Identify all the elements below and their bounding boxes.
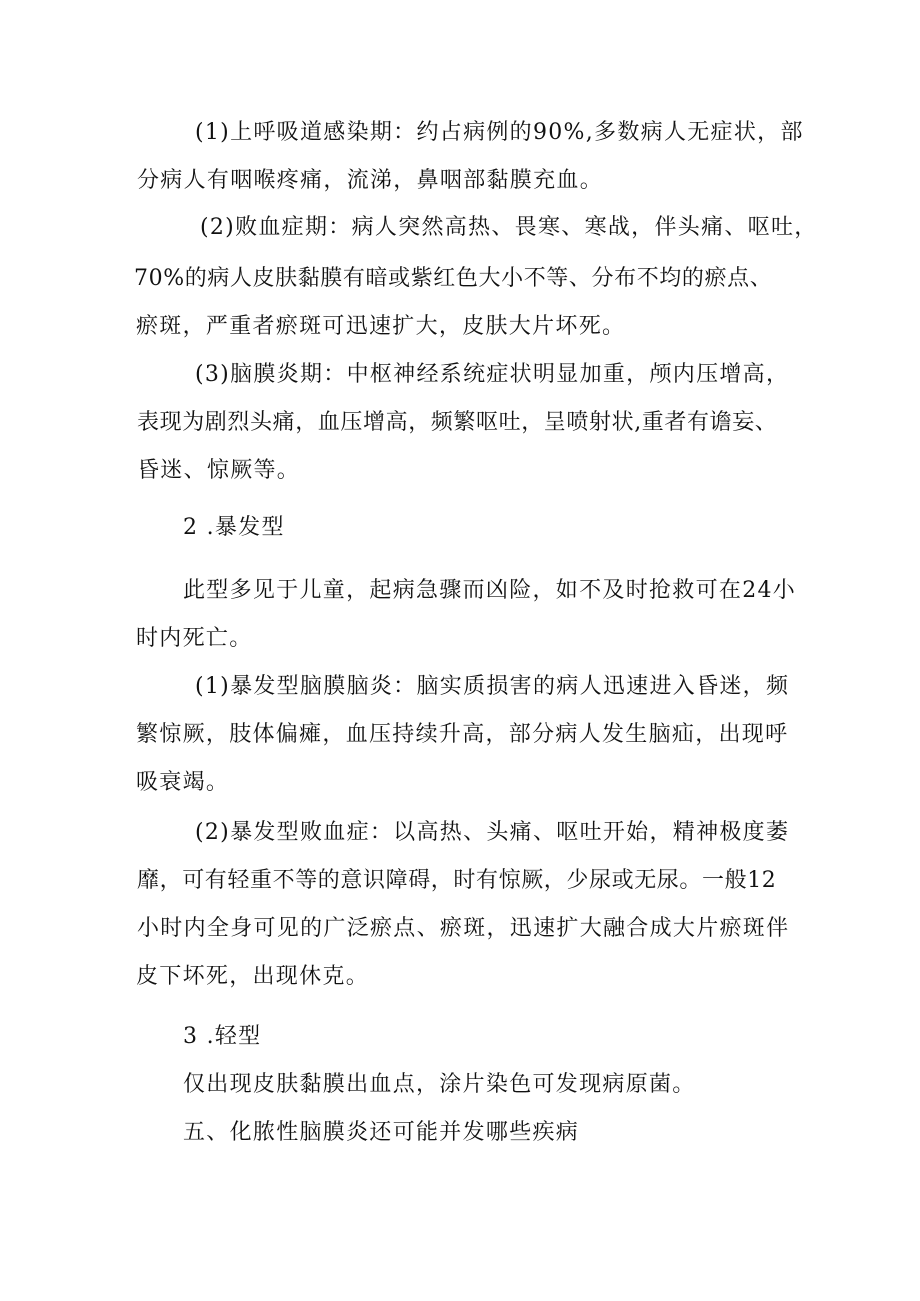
paragraph-line: 分病人有咽喉疼痛，流涕，鼻咽部黏膜充血。 xyxy=(137,168,604,193)
paragraph-line: 皮下坏死，出现休克。 xyxy=(136,964,370,989)
paragraph-line: 靡，可有轻重不等的意识障碍，时有惊厥，少尿或无尿。一般12 xyxy=(137,868,777,893)
paragraph-line: 时内死亡。 xyxy=(136,626,253,651)
paragraph-line: (3)脑膜炎期：中枢神经系统症状明显加重，颅内压增高， xyxy=(195,362,790,387)
paragraph-line: 昏迷、惊厥等。 xyxy=(137,458,301,483)
paragraph-line: 繁惊厥，肢体偏瘫，血压持续升高，部分病人发生脑疝，出现呼 xyxy=(136,722,789,747)
paragraph-line: 仅出现皮肤黏膜出血点，涂片染色可发现病原菌。 xyxy=(183,1072,696,1097)
paragraph-line: (2)暴发型败血症：以高热、头痛、呕吐开始，精神极度萎 xyxy=(195,820,790,845)
paragraph-line: (2)败血症期：病人突然高热、畏寒、寒战，伴头痛、呕吐， xyxy=(200,215,818,240)
paragraph-line: (1)上呼吸道感染期：约占病例的90%,多数病人无症状，部 xyxy=(195,120,804,145)
paragraph-line: 此型多见于儿童，起病急骤而凶险，如不及时抢救可在24小 xyxy=(183,578,797,603)
section-heading: 3 .轻型 xyxy=(183,1024,262,1049)
paragraph-line: 70%的病人皮肤黏膜有暗或紫红色大小不等、分布不均的瘀点、 xyxy=(134,266,773,291)
paragraph-line: 表现为剧烈头痛，血压增高，频繁呕吐，呈喷射状,重者有谵妄、 xyxy=(137,410,778,435)
section-heading: 五、化脓性脑膜炎还可能并发哪些疾病 xyxy=(183,1120,580,1145)
paragraph-line: (1)暴发型脑膜脑炎：脑实质损害的病人迅速进入昏迷，频 xyxy=(195,674,790,699)
paragraph-line: 小时内全身可见的广泛瘀点、瘀斑，迅速扩大融合成大片瘀斑伴 xyxy=(137,916,790,941)
paragraph-line: 瘀斑，严重者瘀斑可迅速扩大，皮肤大片坏死。 xyxy=(136,314,626,339)
paragraph-line: 吸衰竭。 xyxy=(136,770,230,795)
section-heading: 2 .暴发型 xyxy=(183,515,285,540)
